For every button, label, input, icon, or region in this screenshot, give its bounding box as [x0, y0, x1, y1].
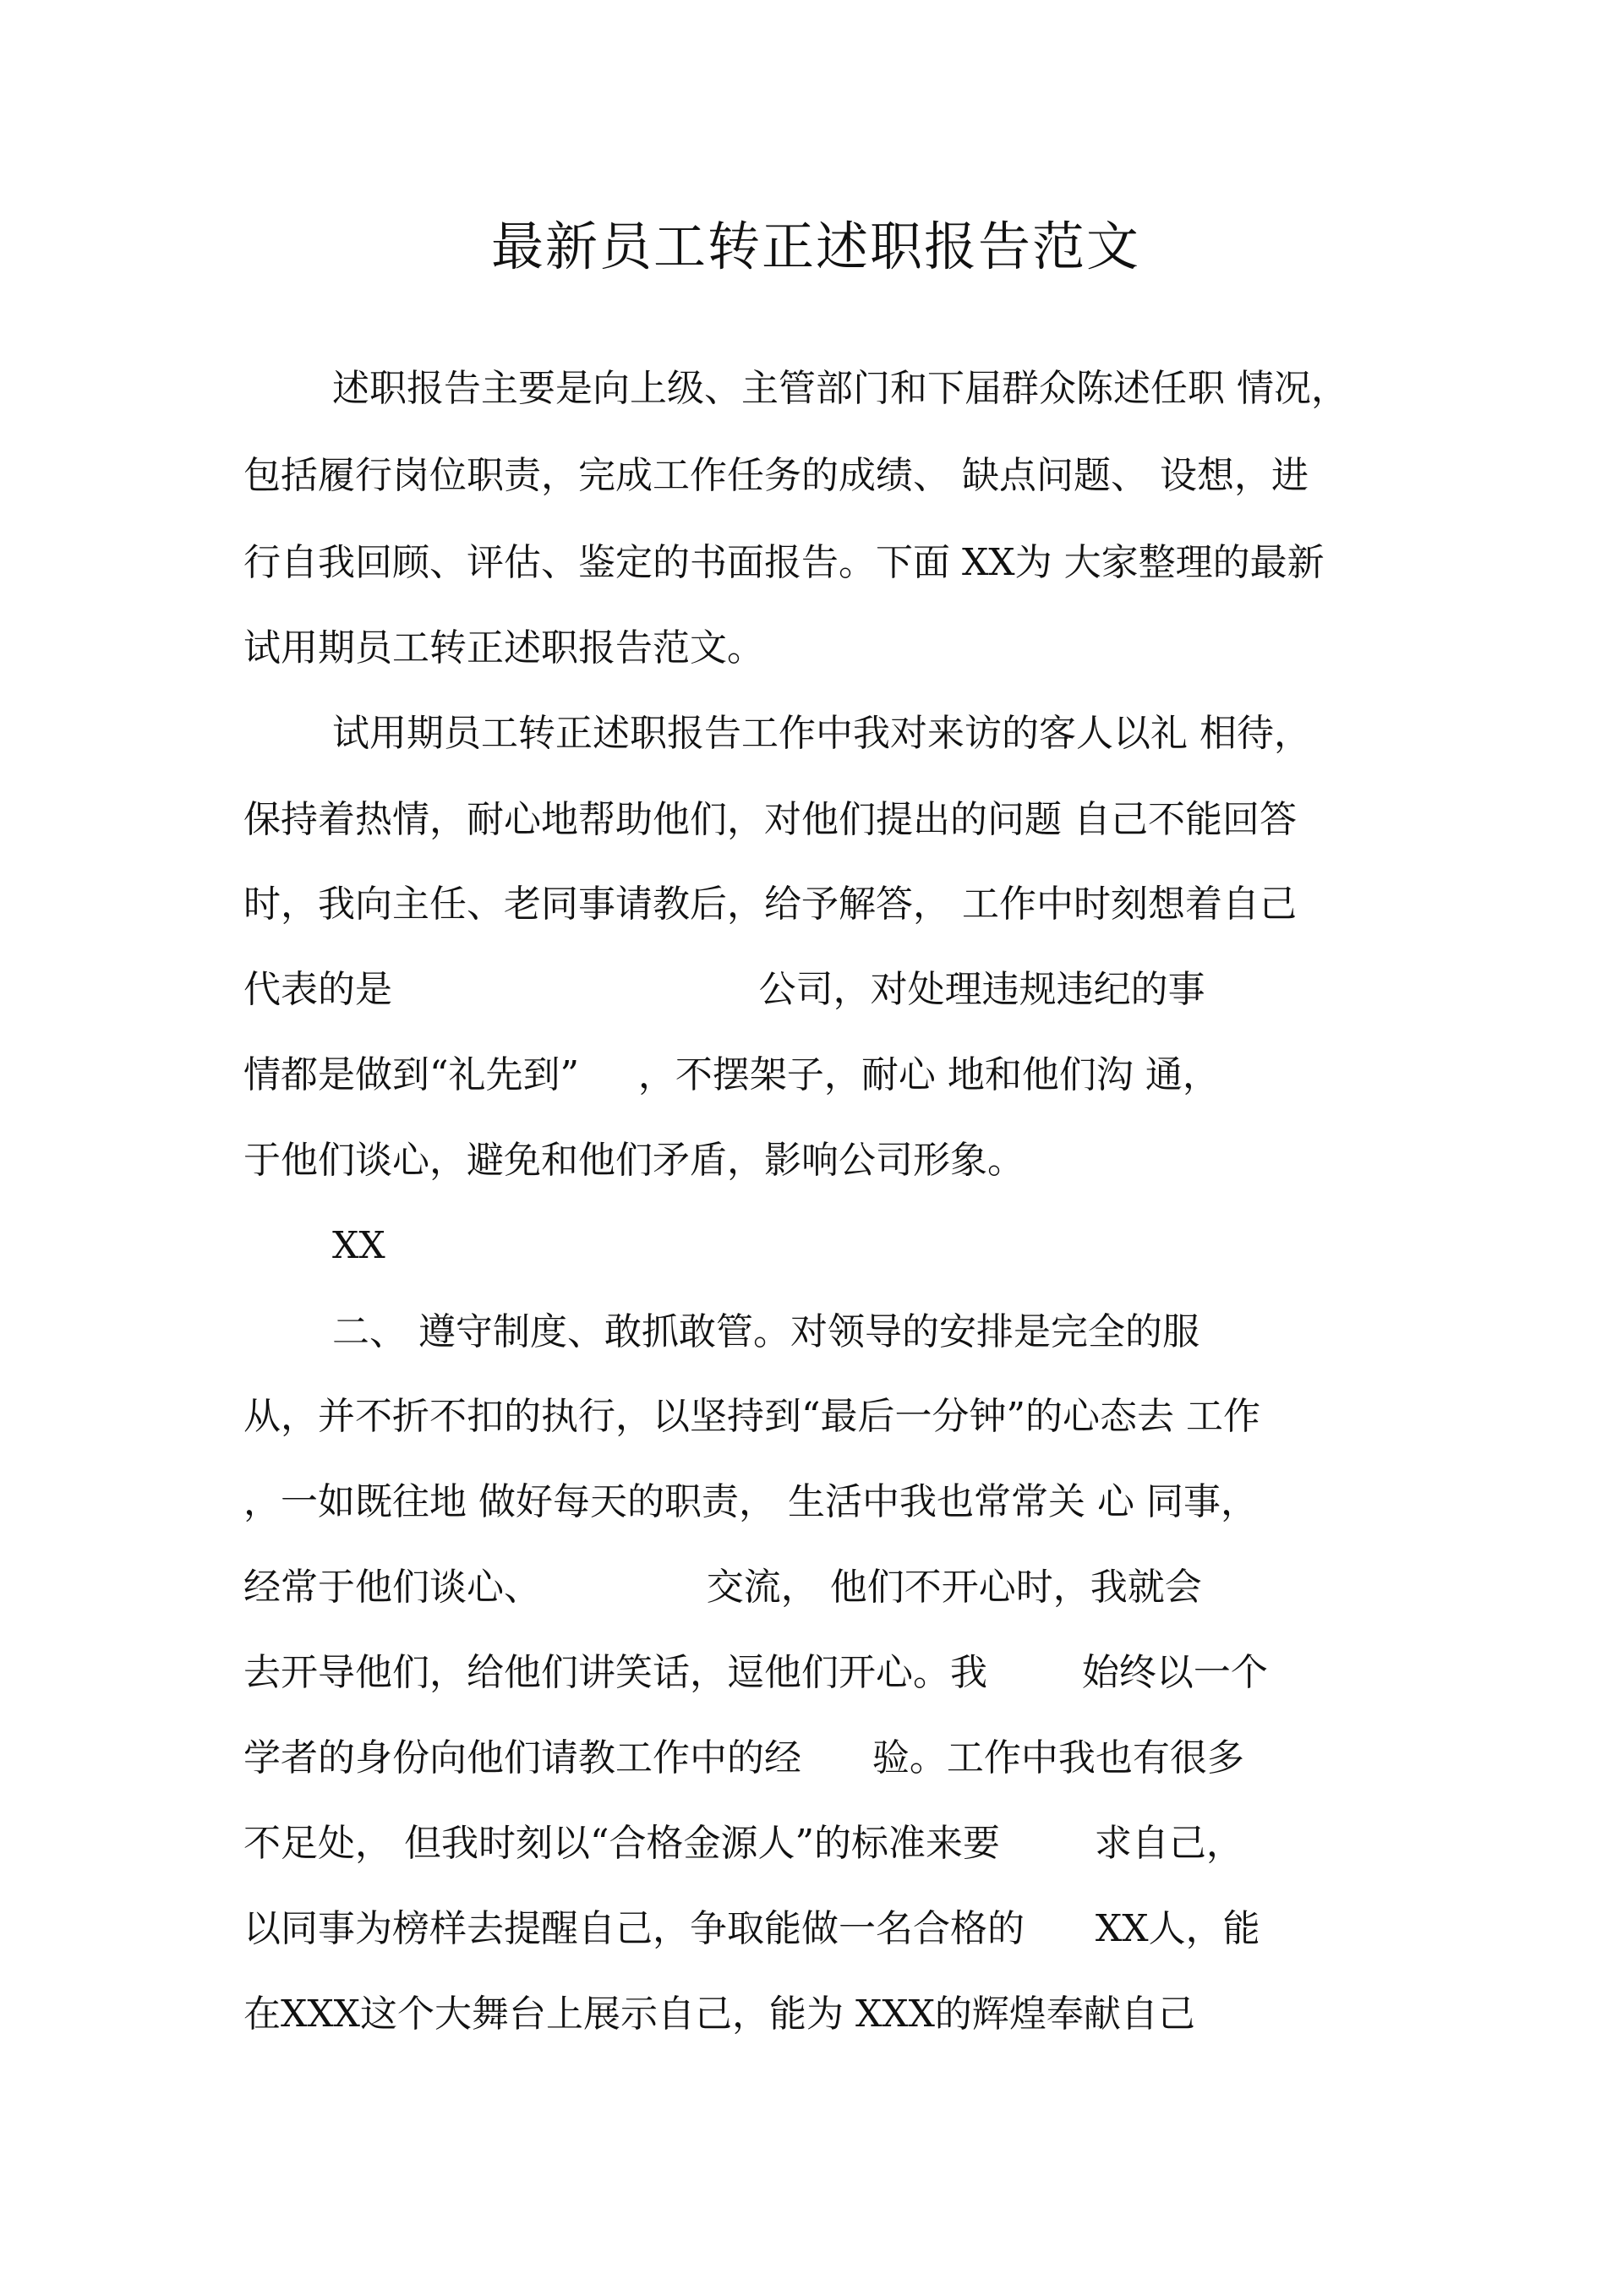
paragraph-line: 经常于他们谈心、 交流， 他们不开心时，我就会 [243, 1566, 1202, 1609]
paragraph-line: 从，并不折不扣的执行，以坚持到“最后一分钟”的心态去 工作 [243, 1395, 1260, 1438]
paragraph-line: 试用期员工转正述职报告范文。 [243, 626, 764, 670]
paragraph-line: 时，我向主任、老同事请教后，给予解答， 工作中时刻想着自己 [243, 883, 1297, 926]
paragraph-line: 在XXX这个大舞台上展示自己，能为 XXX的辉煌奉献自己 [243, 1993, 1195, 2036]
paragraph-line: 包括履行岗位职责，完成工作任务的成绩、 缺点问题、 设想，进 [243, 454, 1309, 497]
paragraph-line: 行自我回顾、评估、鉴定的书面报告。下面 XX为 大家整理的最新 [243, 541, 1325, 584]
paragraph-line: XX [332, 1224, 385, 1267]
paragraph-line: 二、 遵守制度、敢抓敢管。对领导的安排是完全的服 [332, 1310, 1199, 1353]
paragraph-line: 保持着热情，耐心地帮助他们，对他们提出的问题 自己不能回答 [243, 798, 1297, 841]
paragraph-line: 不足处， 但我时刻以“合格金源人”的标准来要 求自己， [243, 1822, 1243, 1865]
document-title: 最新员工转正述职报告范文 [490, 216, 1140, 277]
paragraph-line: 代表的是 公司，对处理违规违纪的事 [243, 968, 1205, 1011]
paragraph-line: 情都是做到“礼先到” ，不摆架子，耐心 地和他们沟 通， [243, 1053, 1220, 1096]
paragraph-line: 去开导他们，给他们讲笑话，逗他们开心。我 始终以一个 [243, 1651, 1268, 1694]
paragraph-line: 以同事为榜样去提醒自己，争取能做一名合格的 XX人，能 [243, 1907, 1260, 1950]
paragraph-line: 于他们谈心，避免和他们矛盾，影响公司形象。 [243, 1139, 1025, 1182]
paragraph-line: 学者的身份向他们请教工作中的经 验。工作中我也有很多 [243, 1736, 1244, 1779]
paragraph-line: ，一如既往地 做好每天的职责， 生活中我也常常关 心 同事， [243, 1480, 1258, 1523]
paragraph-line: 述职报告主要是向上级、主管部门和下届群众陈述任职 情况， [332, 367, 1348, 410]
paragraph-line: 试用期员工转正述职报告工作中我对来访的客人以礼 相待， [332, 712, 1311, 755]
